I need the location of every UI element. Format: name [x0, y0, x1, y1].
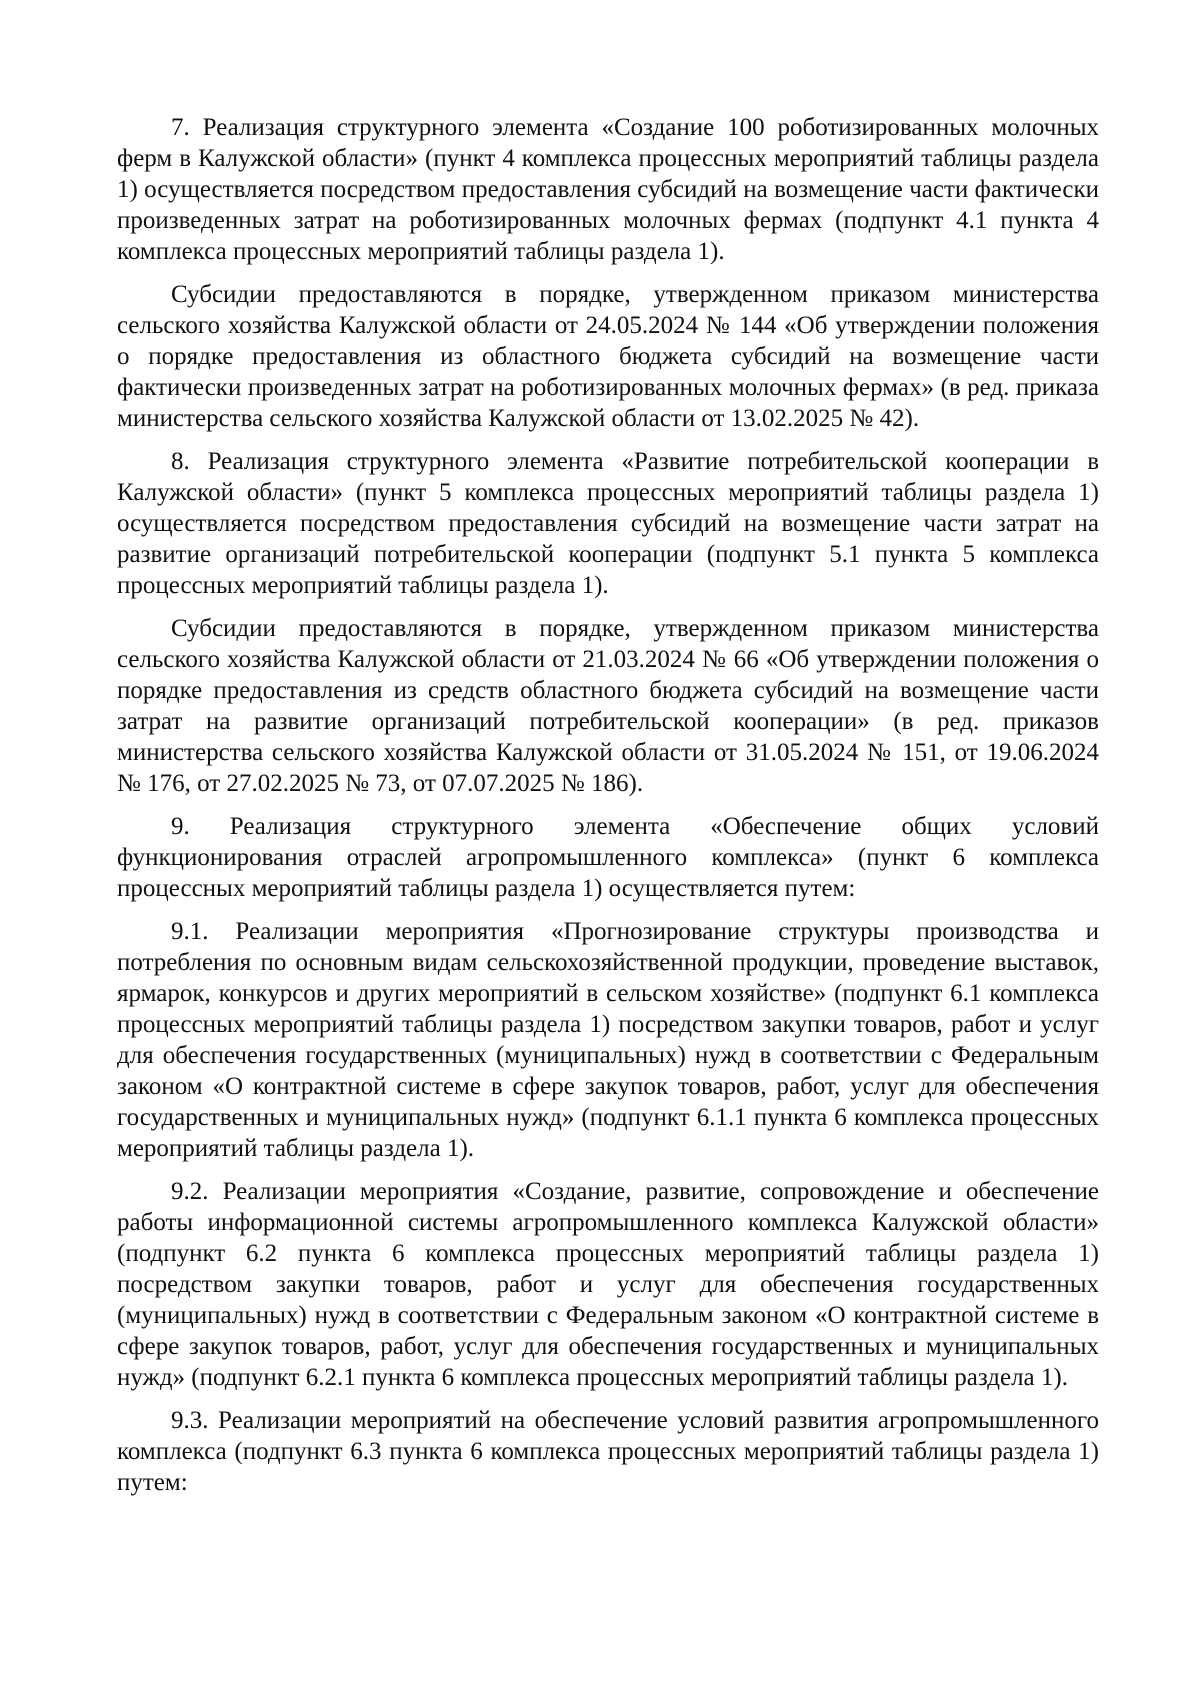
- paragraph-9-3: 9.3. Реализации мероприятий на обеспечение условий развития агропромышленного комплекса (подпункт 6.3 пункта 6 комплекса процессных мероприятий таблицы раздела 1) путем:: [117, 1407, 1099, 1496]
- paragraph-8-subsidies: Субсидии предоставляются в порядке, утвержденном приказом министерства сельского хозяйства Калужской области от 21.03.2024 № 66 «Об утверждении положения о порядке предоставления из средств областного бюджета субсидий на возмещение части затрат на развитие организаций потребительской кооперации» (в ред. приказов министерства сельского хозяйства Калужской области от 31.05.2024 № 151, от 19.06.2024 № 176, от 27.02.2025 № 73, от 07.07.2025 № 186).: [117, 615, 1099, 797]
- paragraph-9-2: 9.2. Реализации мероприятия «Создание, развитие, сопровождение и обеспечение работы информационной системы агропромышленного комплекса Калужской области» (подпункт 6.2 пункта 6 комплекса процессных мероприятий таблицы раздела 1) посредством закупки товаров, работ и услуг для обеспечения государственных (муниципальных) нужд в соответствии с Федеральным законом «О контрактной системе в сфере закупок товаров, работ, услуг для обеспечения государственных и муниципальных нужд» (подпункт 6.2.1 пункта 6 комплекса процессных мероприятий таблицы раздела 1).: [117, 1178, 1099, 1391]
- paragraph-7-subsidies: Субсидии предоставляются в порядке, утвержденном приказом министерства сельского хозяйства Калужской области от 24.05.2024 № 144 «Об утверждении положения о порядке предоставления из областного бюджета субсидий на возмещение части фактически произведенных затрат на роботизированных молочных фермах» (в ред. приказа министерства сельского хозяйства Калужской области от 13.02.2025 № 42).: [117, 281, 1099, 432]
- paragraph-8: 8. Реализация структурного элемента «Развитие потребительской кооперации в Калужской области» (пункт 5 комплекса процессных мероприятий таблицы раздела 1) осуществляется посредством предоставления субсидий на возмещение части затрат на развитие организаций потребительской кооперации (подпункт 5.1 пункта 5 комплекса процессных мероприятий таблицы раздела 1).: [117, 448, 1099, 599]
- paragraph-7: 7. Реализация структурного элемента «Создание 100 роботизированных молочных ферм в Калужской области» (пункт 4 комплекса процессных мероприятий таблицы раздела 1) осуществляется посредством предоставления субсидий на возмещение части фактически произведенных затрат на роботизированных молочных фермах (подпункт 4.1 пункта 4 комплекса процессных мероприятий таблицы раздела 1).: [117, 114, 1099, 265]
- paragraph-9: 9. Реализация структурного элемента «Обеспечение общих условий функционирования отраслей агропромышленного комплекса» (пункт 6 комплекса процессных мероприятий таблицы раздела 1) осуществляется путем:: [117, 813, 1099, 902]
- paragraph-9-1: 9.1. Реализации мероприятия «Прогнозирование структуры производства и потребления по основным видам сельскохозяйственной продукции, проведение выставок, ярмарок, конкурсов и других мероприятий в сельском хозяйстве» (подпункт 6.1 комплекса процессных мероприятий таблицы раздела 1) посредством закупки товаров, работ и услуг для обеспечения государственных (муниципальных) нужд в соответствии с Федеральным законом «О контрактной системе в сфере закупок товаров, работ, услуг для обеспечения государственных и муниципальных нужд» (подпункт 6.1.1 пункта 6 комплекса процессных мероприятий таблицы раздела 1).: [117, 918, 1099, 1162]
- document-body: [117, 112, 1099, 1498]
